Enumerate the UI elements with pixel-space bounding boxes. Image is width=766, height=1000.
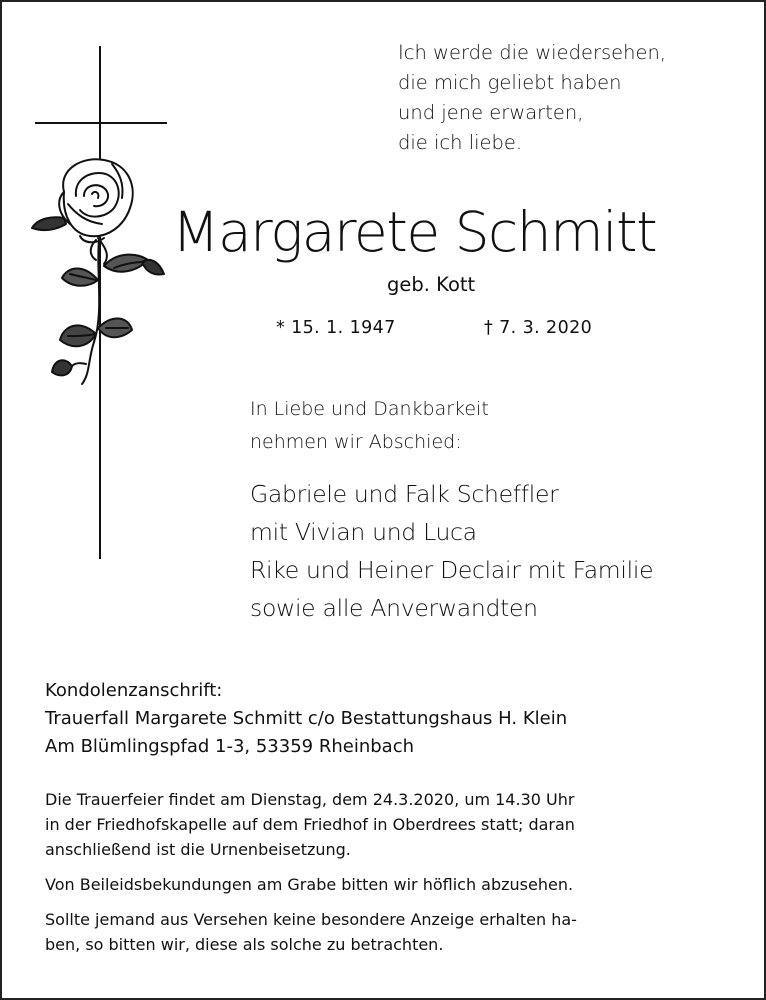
- quote-line: die ich liebe.: [398, 131, 523, 154]
- deceased-name: Margarete Schmitt: [172, 200, 657, 264]
- farewell-line: In Liebe und Dankbarkeit: [250, 398, 489, 420]
- condolence-address: [45, 677, 567, 761]
- address-line: Am Blümlingspfad 1-3, 53359 Rheinbach: [45, 736, 414, 757]
- address-line: Trauerfall Margarete Schmitt c/o Bestattungshaus H. Klein: [45, 708, 568, 729]
- quote-line: die mich geliebt haben: [398, 71, 622, 94]
- cross-bar: [35, 122, 167, 124]
- birth-date: * 15. 1. 1947: [276, 318, 396, 338]
- quote-line: Ich werde die wiedersehen,: [398, 41, 667, 64]
- quote-text: [398, 38, 666, 158]
- farewell-line: nehmen wir Abschied:: [250, 431, 462, 453]
- request-line: Von Beileidsbekundungen am Grabe bitten wir höflich abzusehen.: [45, 875, 574, 894]
- note-line: ben, so bitten wir, diese als solche zu betrachten.: [45, 935, 444, 954]
- mourner-line: Rike und Heiner Declair mit Familie: [250, 556, 654, 584]
- ceremony-line: anschließend ist die Urnenbeisetzung.: [45, 840, 351, 859]
- mourner-line: mit Vivian und Luca: [250, 518, 477, 546]
- mourners-list: [250, 475, 653, 627]
- note-line: Sollte jemand aus Versehen keine besondere Anzeige erhalten ha-: [45, 910, 577, 929]
- ceremony-line: Die Trauerfeier findet am Dienstag, dem 24.3.2020, um 14.30 Uhr: [45, 790, 575, 809]
- farewell-text: [250, 393, 489, 459]
- quote-line: und jene erwarten,: [398, 101, 584, 124]
- mourner-line: sowie alle Anverwandten: [250, 594, 538, 622]
- birth-name: geb. Kott: [387, 273, 476, 296]
- ceremony-line: in der Friedhofskapelle auf dem Friedhof in Oberdrees statt; daran: [45, 815, 575, 834]
- address-line: Kondolenzanschrift:: [45, 680, 223, 701]
- rose-icon: [24, 152, 174, 392]
- condolence-request: [45, 872, 735, 897]
- ceremony-info: [45, 787, 735, 862]
- death-date: † 7. 3. 2020: [484, 318, 593, 338]
- closing-note: [45, 907, 735, 957]
- mourner-line: Gabriele und Falk Scheffler: [250, 480, 559, 508]
